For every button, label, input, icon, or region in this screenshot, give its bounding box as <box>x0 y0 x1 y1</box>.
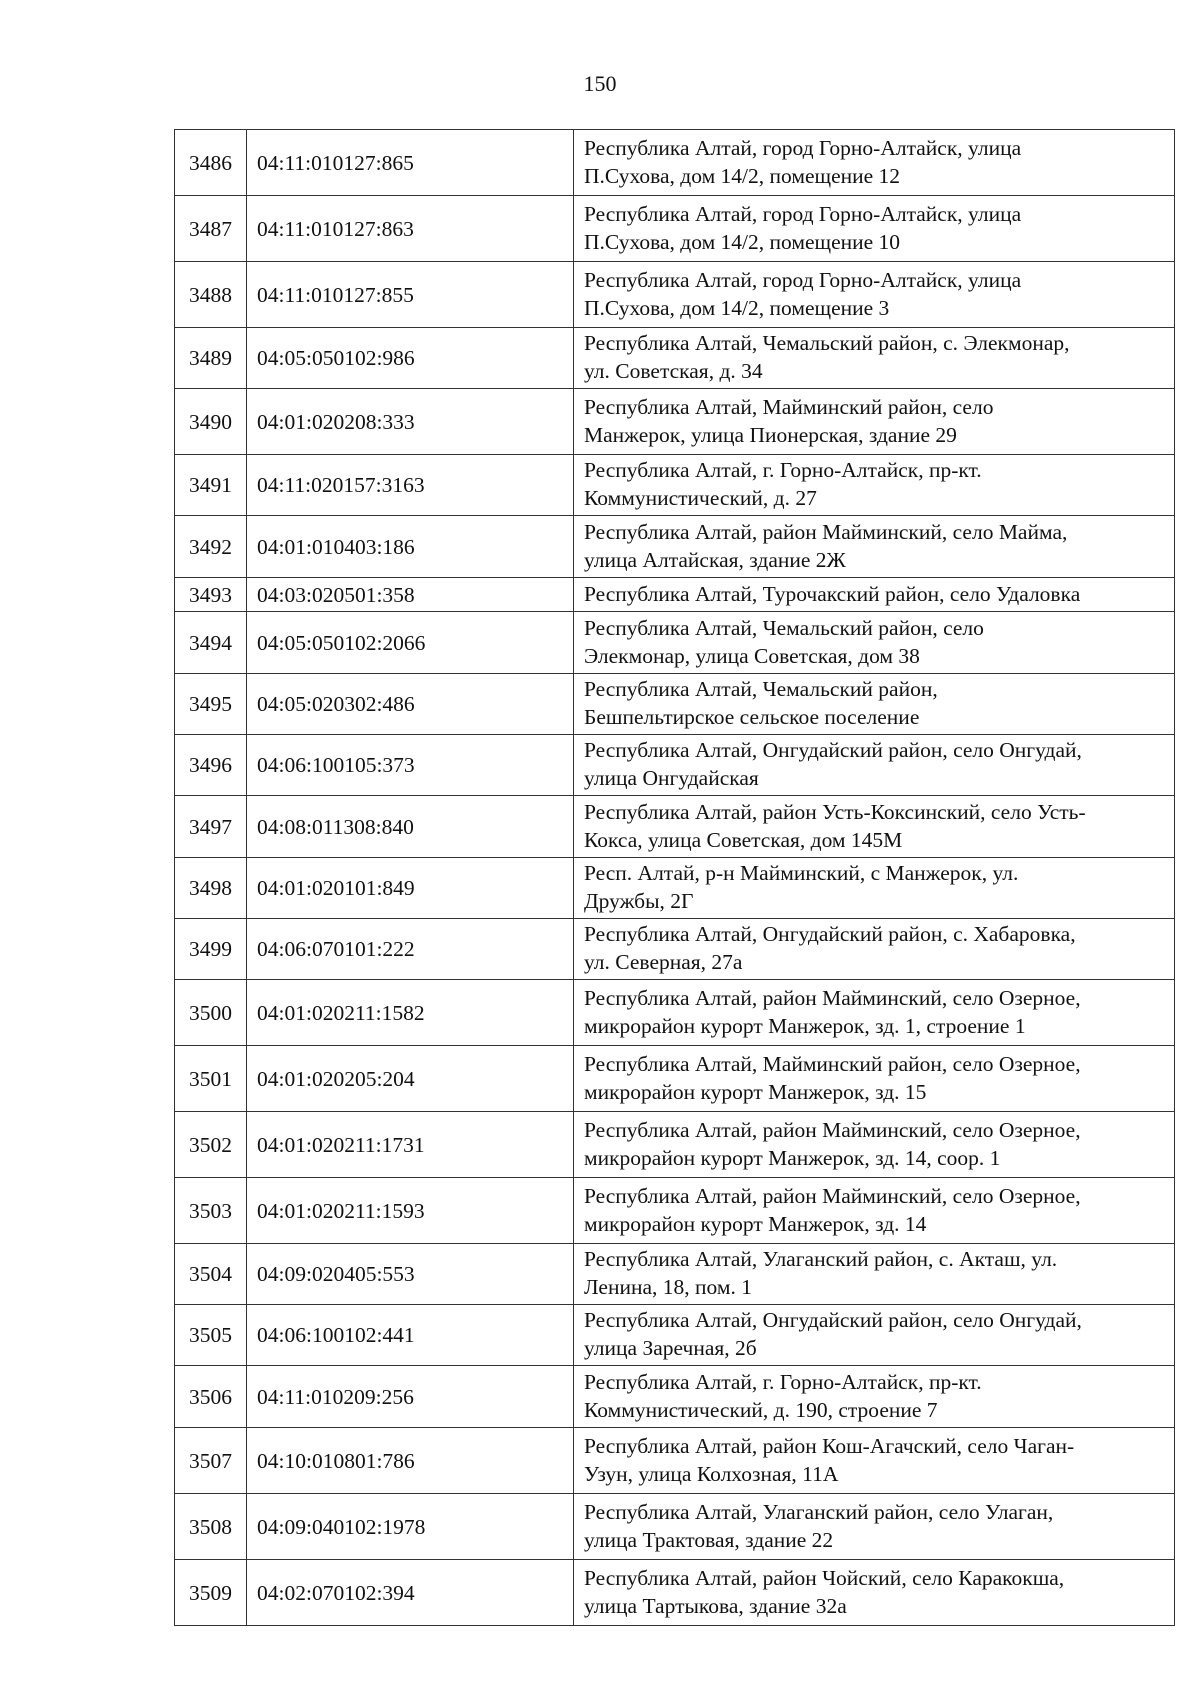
table-row <box>175 516 1175 578</box>
address-line: Коммунистический, д. 27 <box>584 486 817 510</box>
address-line: Республика Алтай, район Майминский, село Озерное, <box>584 1183 1081 1208</box>
cadastral-number-cell: 04:05:050102:986 <box>247 328 574 389</box>
address-line: Республика Алтай, Турочакский район, село Удаловка <box>584 581 1081 606</box>
address-cell <box>574 389 1175 455</box>
cadastral-number-cell: 04:09:040102:1978 <box>247 1494 574 1560</box>
registry-table-body <box>175 130 1175 1626</box>
address-line: Республика Алтай, Улаганский район, село Улаган, <box>584 1499 1054 1524</box>
address-cell <box>574 980 1175 1046</box>
address-cell <box>574 196 1175 262</box>
address-line: Республика Алтай, Улаганский район, с. Акташ, ул. <box>584 1247 1058 1271</box>
address-line: микрорайон курорт Манжерок, зд. 1, строение 1 <box>584 1013 1026 1038</box>
address-line: П.Сухова, дом 14/2, помещение 12 <box>584 163 901 188</box>
cadastral-number-cell: 04:11:010127:855 <box>247 262 574 328</box>
address-line: Республика Алтай, Онгудайский район, с. Хабаровка, <box>584 922 1076 946</box>
table-row <box>175 612 1175 674</box>
cadastral-number-cell: 04:01:020205:204 <box>247 1046 574 1112</box>
row-number-cell: 3501 <box>175 1046 247 1112</box>
address-cell <box>574 1305 1175 1366</box>
cadastral-number-cell: 04:11:010127:863 <box>247 196 574 262</box>
address-line: Республика Алтай, район Майминский, село Майма, <box>584 519 1068 544</box>
row-number-cell: 3507 <box>175 1428 247 1494</box>
address-cell <box>574 516 1175 578</box>
address-line: микрорайон курорт Манжерок, зд. 14 <box>584 1211 927 1236</box>
cadastral-number-cell: 04:01:020211:1582 <box>247 980 574 1046</box>
address-cell <box>574 455 1175 516</box>
cadastral-number-cell: 04:03:020501:358 <box>247 578 574 612</box>
address-line: Манжерок, улица Пионерская, здание 29 <box>584 422 957 447</box>
row-number-cell: 3493 <box>175 578 247 612</box>
address-cell <box>574 735 1175 796</box>
address-line: Республика Алтай, Чемальский район, село <box>584 615 984 640</box>
table-row <box>175 1112 1175 1178</box>
address-cell <box>574 1244 1175 1305</box>
address-line: Республика Алтай, город Горно-Алтайск, улица <box>584 267 1022 292</box>
table-row <box>175 1046 1175 1112</box>
cadastral-number-cell: 04:01:020101:849 <box>247 858 574 919</box>
cadastral-number-cell: 04:10:010801:786 <box>247 1428 574 1494</box>
row-number-cell: 3491 <box>175 455 247 516</box>
address-line: Бешпельтирское сельское поселение <box>584 705 920 729</box>
table-row <box>175 858 1175 919</box>
address-line: Республика Алтай, город Горно-Алтайск, улица <box>584 201 1022 226</box>
table-row <box>175 1244 1175 1305</box>
address-line: Коммунистический, д. 190, строение 7 <box>584 1397 938 1422</box>
address-cell <box>574 1046 1175 1112</box>
row-number-cell: 3492 <box>175 516 247 578</box>
table-row <box>175 919 1175 980</box>
address-line: Дружбы, 2Г <box>584 889 694 913</box>
address-line: улица Алтайская, здание 2Ж <box>584 547 846 572</box>
table-row <box>175 328 1175 389</box>
address-cell <box>574 262 1175 328</box>
row-number-cell: 3487 <box>175 196 247 262</box>
address-line: ул. Северная, 27а <box>584 950 743 974</box>
address-line: микрорайон курорт Манжерок, зд. 14, соор. 1 <box>584 1145 1001 1170</box>
table-row <box>175 1366 1175 1428</box>
table-row <box>175 455 1175 516</box>
table-row <box>175 262 1175 328</box>
table-row <box>175 980 1175 1046</box>
address-line: микрорайон курорт Манжерок, зд. 15 <box>584 1079 927 1104</box>
row-number-cell: 3490 <box>175 389 247 455</box>
address-line: Респ. Алтай, р-н Майминский, с Манжерок, ул. <box>584 861 1019 885</box>
row-number-cell: 3488 <box>175 262 247 328</box>
cadastral-number-cell: 04:06:100105:373 <box>247 735 574 796</box>
address-line: Республика Алтай, Онгудайский район, село Онгудай, <box>584 1308 1082 1332</box>
cadastral-number-cell: 04:01:020208:333 <box>247 389 574 455</box>
address-line: Республика Алтай, г. Горно-Алтайск, пр-кт. <box>584 458 982 482</box>
page-number: 150 <box>583 71 617 96</box>
address-line: Республика Алтай, Чемальский район, с. Элекмонар, <box>584 331 1070 355</box>
address-cell <box>574 1178 1175 1244</box>
address-line: Республика Алтай, район Майминский, село Озерное, <box>584 985 1081 1010</box>
table-row <box>175 389 1175 455</box>
address-cell <box>574 1494 1175 1560</box>
address-line: улица Онгудайская <box>584 766 759 790</box>
address-cell <box>574 578 1175 612</box>
row-number-cell: 3504 <box>175 1244 247 1305</box>
address-line: Республика Алтай, Чемальский район, <box>584 677 938 701</box>
address-cell <box>574 612 1175 674</box>
address-line: Республика Алтай, район Кош-Агачский, село Чаган- <box>584 1433 1075 1458</box>
row-number-cell: 3498 <box>175 858 247 919</box>
cadastral-number-cell: 04:08:011308:840 <box>247 796 574 858</box>
row-number-cell: 3505 <box>175 1305 247 1366</box>
row-number-cell: 3502 <box>175 1112 247 1178</box>
address-cell <box>574 328 1175 389</box>
table-row <box>175 796 1175 858</box>
table-row <box>175 1178 1175 1244</box>
cadastral-number-cell: 04:06:070101:222 <box>247 919 574 980</box>
address-line: П.Сухова, дом 14/2, помещение 10 <box>584 229 901 254</box>
address-line: улица Тартыкова, здание 32а <box>584 1593 847 1618</box>
cadastral-number-cell: 04:06:100102:441 <box>247 1305 574 1366</box>
row-number-cell: 3509 <box>175 1560 247 1626</box>
row-number-cell: 3508 <box>175 1494 247 1560</box>
cadastral-number-cell: 04:11:010209:256 <box>247 1366 574 1428</box>
cadastral-number-cell: 04:01:010403:186 <box>247 516 574 578</box>
cadastral-number-cell: 04:05:050102:2066 <box>247 612 574 674</box>
address-line: П.Сухова, дом 14/2, помещение 3 <box>584 295 890 320</box>
cadastral-number-cell: 04:11:020157:3163 <box>247 455 574 516</box>
address-cell <box>574 1112 1175 1178</box>
table-row <box>175 1560 1175 1626</box>
address-cell <box>574 1560 1175 1626</box>
address-line: Республика Алтай, район Чойский, село Каракокша, <box>584 1565 1065 1590</box>
address-line: Республика Алтай, город Горно-Алтайск, улица <box>584 135 1022 160</box>
address-line: Республика Алтай, Майминский район, село <box>584 394 994 419</box>
address-cell <box>574 1428 1175 1494</box>
address-cell <box>574 674 1175 735</box>
address-cell <box>574 919 1175 980</box>
address-line: Республика Алтай, Майминский район, село Озерное, <box>584 1051 1081 1076</box>
row-number-cell: 3495 <box>175 674 247 735</box>
table-row <box>175 130 1175 196</box>
address-line: ул. Советская, д. 34 <box>584 359 763 383</box>
cadastral-number-cell: 04:01:020211:1593 <box>247 1178 574 1244</box>
address-cell <box>574 1366 1175 1428</box>
address-line: улица Трактовая, здание 22 <box>584 1527 834 1552</box>
row-number-cell: 3489 <box>175 328 247 389</box>
address-cell <box>574 796 1175 858</box>
row-number-cell: 3506 <box>175 1366 247 1428</box>
address-line: Элекмонар, улица Советская, дом 38 <box>584 643 920 668</box>
row-number-cell: 3500 <box>175 980 247 1046</box>
table-row <box>175 1305 1175 1366</box>
cadastral-number-cell: 04:01:020211:1731 <box>247 1112 574 1178</box>
address-line: Узун, улица Колхозная, 11А <box>584 1461 839 1486</box>
cadastral-number-cell: 04:02:070102:394 <box>247 1560 574 1626</box>
address-line: Республика Алтай, район Усть-Коксинский, село Усть- <box>584 799 1086 824</box>
table-row <box>175 1494 1175 1560</box>
registry-table <box>174 129 1175 1626</box>
address-cell <box>574 858 1175 919</box>
address-line: Ленина, 18, пом. 1 <box>584 1275 752 1299</box>
cadastral-number-cell: 04:11:010127:865 <box>247 130 574 196</box>
table-row <box>175 1428 1175 1494</box>
row-number-cell: 3503 <box>175 1178 247 1244</box>
address-line: Республика Алтай, Онгудайский район, село Онгудай, <box>584 738 1082 762</box>
address-line: улица Заречная, 2б <box>584 1336 757 1360</box>
cadastral-number-cell: 04:05:020302:486 <box>247 674 574 735</box>
row-number-cell: 3496 <box>175 735 247 796</box>
address-cell <box>574 130 1175 196</box>
address-line: Кокса, улица Советская, дом 145М <box>584 827 903 852</box>
table-row <box>175 196 1175 262</box>
table-row <box>175 674 1175 735</box>
row-number-cell: 3497 <box>175 796 247 858</box>
row-number-cell: 3499 <box>175 919 247 980</box>
cadastral-number-cell: 04:09:020405:553 <box>247 1244 574 1305</box>
row-number-cell: 3494 <box>175 612 247 674</box>
row-number-cell: 3486 <box>175 130 247 196</box>
table-row <box>175 735 1175 796</box>
address-line: Республика Алтай, г. Горно-Алтайск, пр-кт. <box>584 1369 982 1394</box>
table-row <box>175 578 1175 612</box>
address-line: Республика Алтай, район Майминский, село Озерное, <box>584 1117 1081 1142</box>
